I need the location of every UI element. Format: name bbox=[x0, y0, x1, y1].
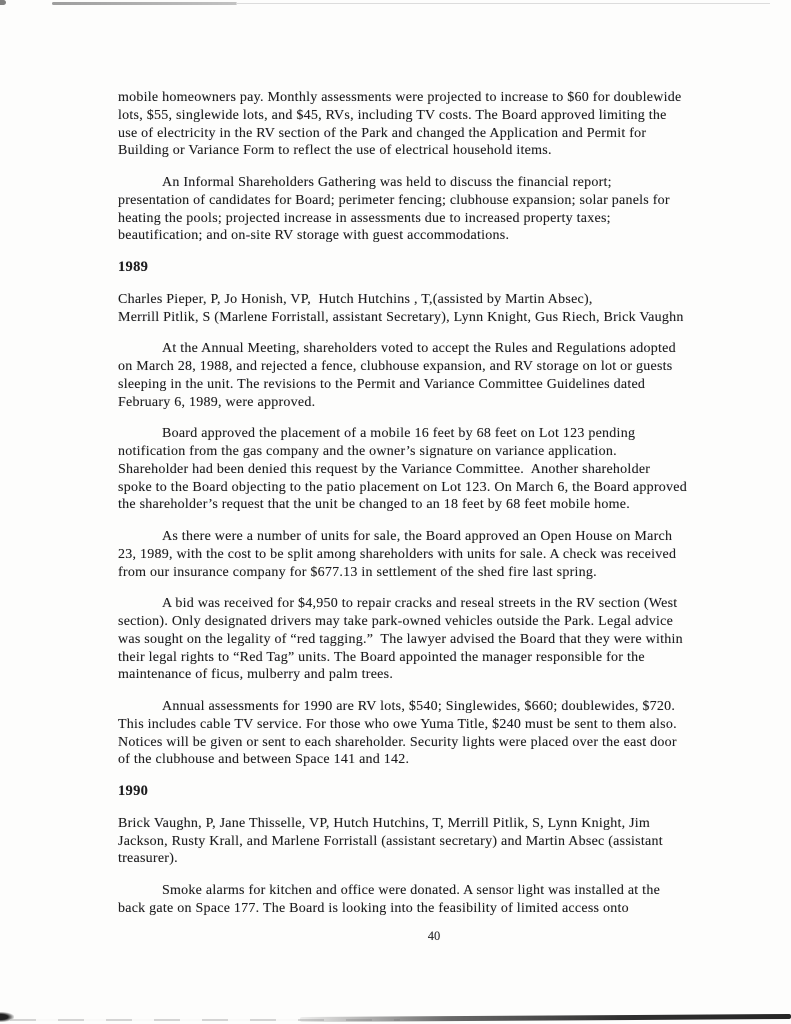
scan-artifact-bottom-line-light bbox=[10, 1019, 400, 1021]
scan-artifact-top-left-speck bbox=[0, 0, 6, 5]
section-heading-1990: 1990 bbox=[118, 783, 149, 799]
paragraph-street-repair-red-tag: A bid was received for $4,950 to repair cracks and reseal streets in the RV section (West section). Only designated drivers may take park-owned vehicles outside the Park. Legal advice was sought on the legality of “red tagging.” The lawyer advised the Board that they were within their legal rights to “Red Tag” units. The Board appointed the manager responsible for the maintenance of ficus, mulberry and palm trees. bbox=[118, 596, 683, 683]
paragraph-annual-meeting: At the Annual Meeting, shareholders voted to accept the Rules and Regulations adopted on March 28, 1988, and rejected a fence, clubhouse expansion, and RV storage on lot or guests sleeping in the unit. The revisions to the Permit and Variance Committee Guidelines dated February 6, 1989, were approved. bbox=[118, 341, 676, 410]
paragraph-open-house: As there were a number of units for sale, the Board approved an Open House on March 23, 1989, with the cost to be split among shareholders with units for sale. A check was received from our insurance company for $677.13 in settlement of the shed fire last spring. bbox=[118, 529, 677, 580]
paragraph-1990-assessments: Annual assessments for 1990 are RV lots, $540; Singlewides, $660; doublewides, $720. This includes cable TV service. For those who owe Yuma Title, $240 must be sent to them also. Notices will be given or sent to each shareholder. Security lights were placed over the east door of the clubhouse and between Space 141 and 142. bbox=[118, 699, 677, 768]
paragraph-continuation-assessments: mobile homeowners pay. Monthly assessments were projected to increase to $60 for doublewide lots, $55, singlewide lots, and $45, RVs, including TV costs. The Board approved limiting the use of electricity in the RV section of the Park and changed the Application and Permit for Building or Variance Form to reflect the use of electrical household items. bbox=[118, 90, 682, 159]
scan-artifact-bottom-line-dark bbox=[300, 1014, 791, 1022]
paragraph-smoke-alarms: Smoke alarms for kitchen and office were donated. A sensor light was installed at the back gate on Space 177. The Board is looking into the feasibility of limited access onto bbox=[118, 883, 661, 916]
scan-artifact-bottom-left-blob bbox=[0, 1012, 14, 1022]
page-footer bbox=[118, 929, 750, 944]
section-heading-1989: 1989 bbox=[118, 259, 149, 275]
paragraph-board-members-1989: Charles Pieper, P, Jo Honish, VP, Hutch Hutchins , T,(assisted by Martin Absec), Merrill Pitlik, S (Marlene Forristall, assistant Secretary), Lynn Knight, Gus Riech, Brick Vaughn bbox=[118, 291, 684, 325]
scan-artifact-top-line bbox=[236, 3, 770, 4]
document-body bbox=[118, 89, 758, 932]
scan-artifact-top-streak bbox=[52, 2, 237, 5]
paragraph-shareholders-gathering: An Informal Shareholders Gathering was held to discuss the financial report; presentation of candidates for Board; perimeter fencing; clubhouse expansion; solar panels for heating the pools; projected increase in assessments due to increased property taxes; beautification; and on-site RV storage with guest accommodations. bbox=[118, 175, 670, 244]
paragraph-lot-123-placement: Board approved the placement of a mobile 16 feet by 68 feet on Lot 123 pending notification from the gas company and the owner’s signature on variance application. Shareholder had been denied this request by the Variance Committee. Another shareholder spoke to the Board objecting to the patio placement on Lot 123. On March 6, the Board approved the shareholder’s request that the unit be changed to an 18 feet by 68 feet mobile home. bbox=[118, 426, 687, 513]
page-number: 40 bbox=[427, 929, 441, 943]
paragraph-board-members-1990: Brick Vaughn, P, Jane Thisselle, VP, Hutch Hutchins, T, Merrill Pitlik, S, Lynn Knight, Jim Jackson, Rusty Krall, and Marlene Forristall (assistant secretary) and Martin Absec (assistant treasurer). bbox=[118, 815, 663, 867]
